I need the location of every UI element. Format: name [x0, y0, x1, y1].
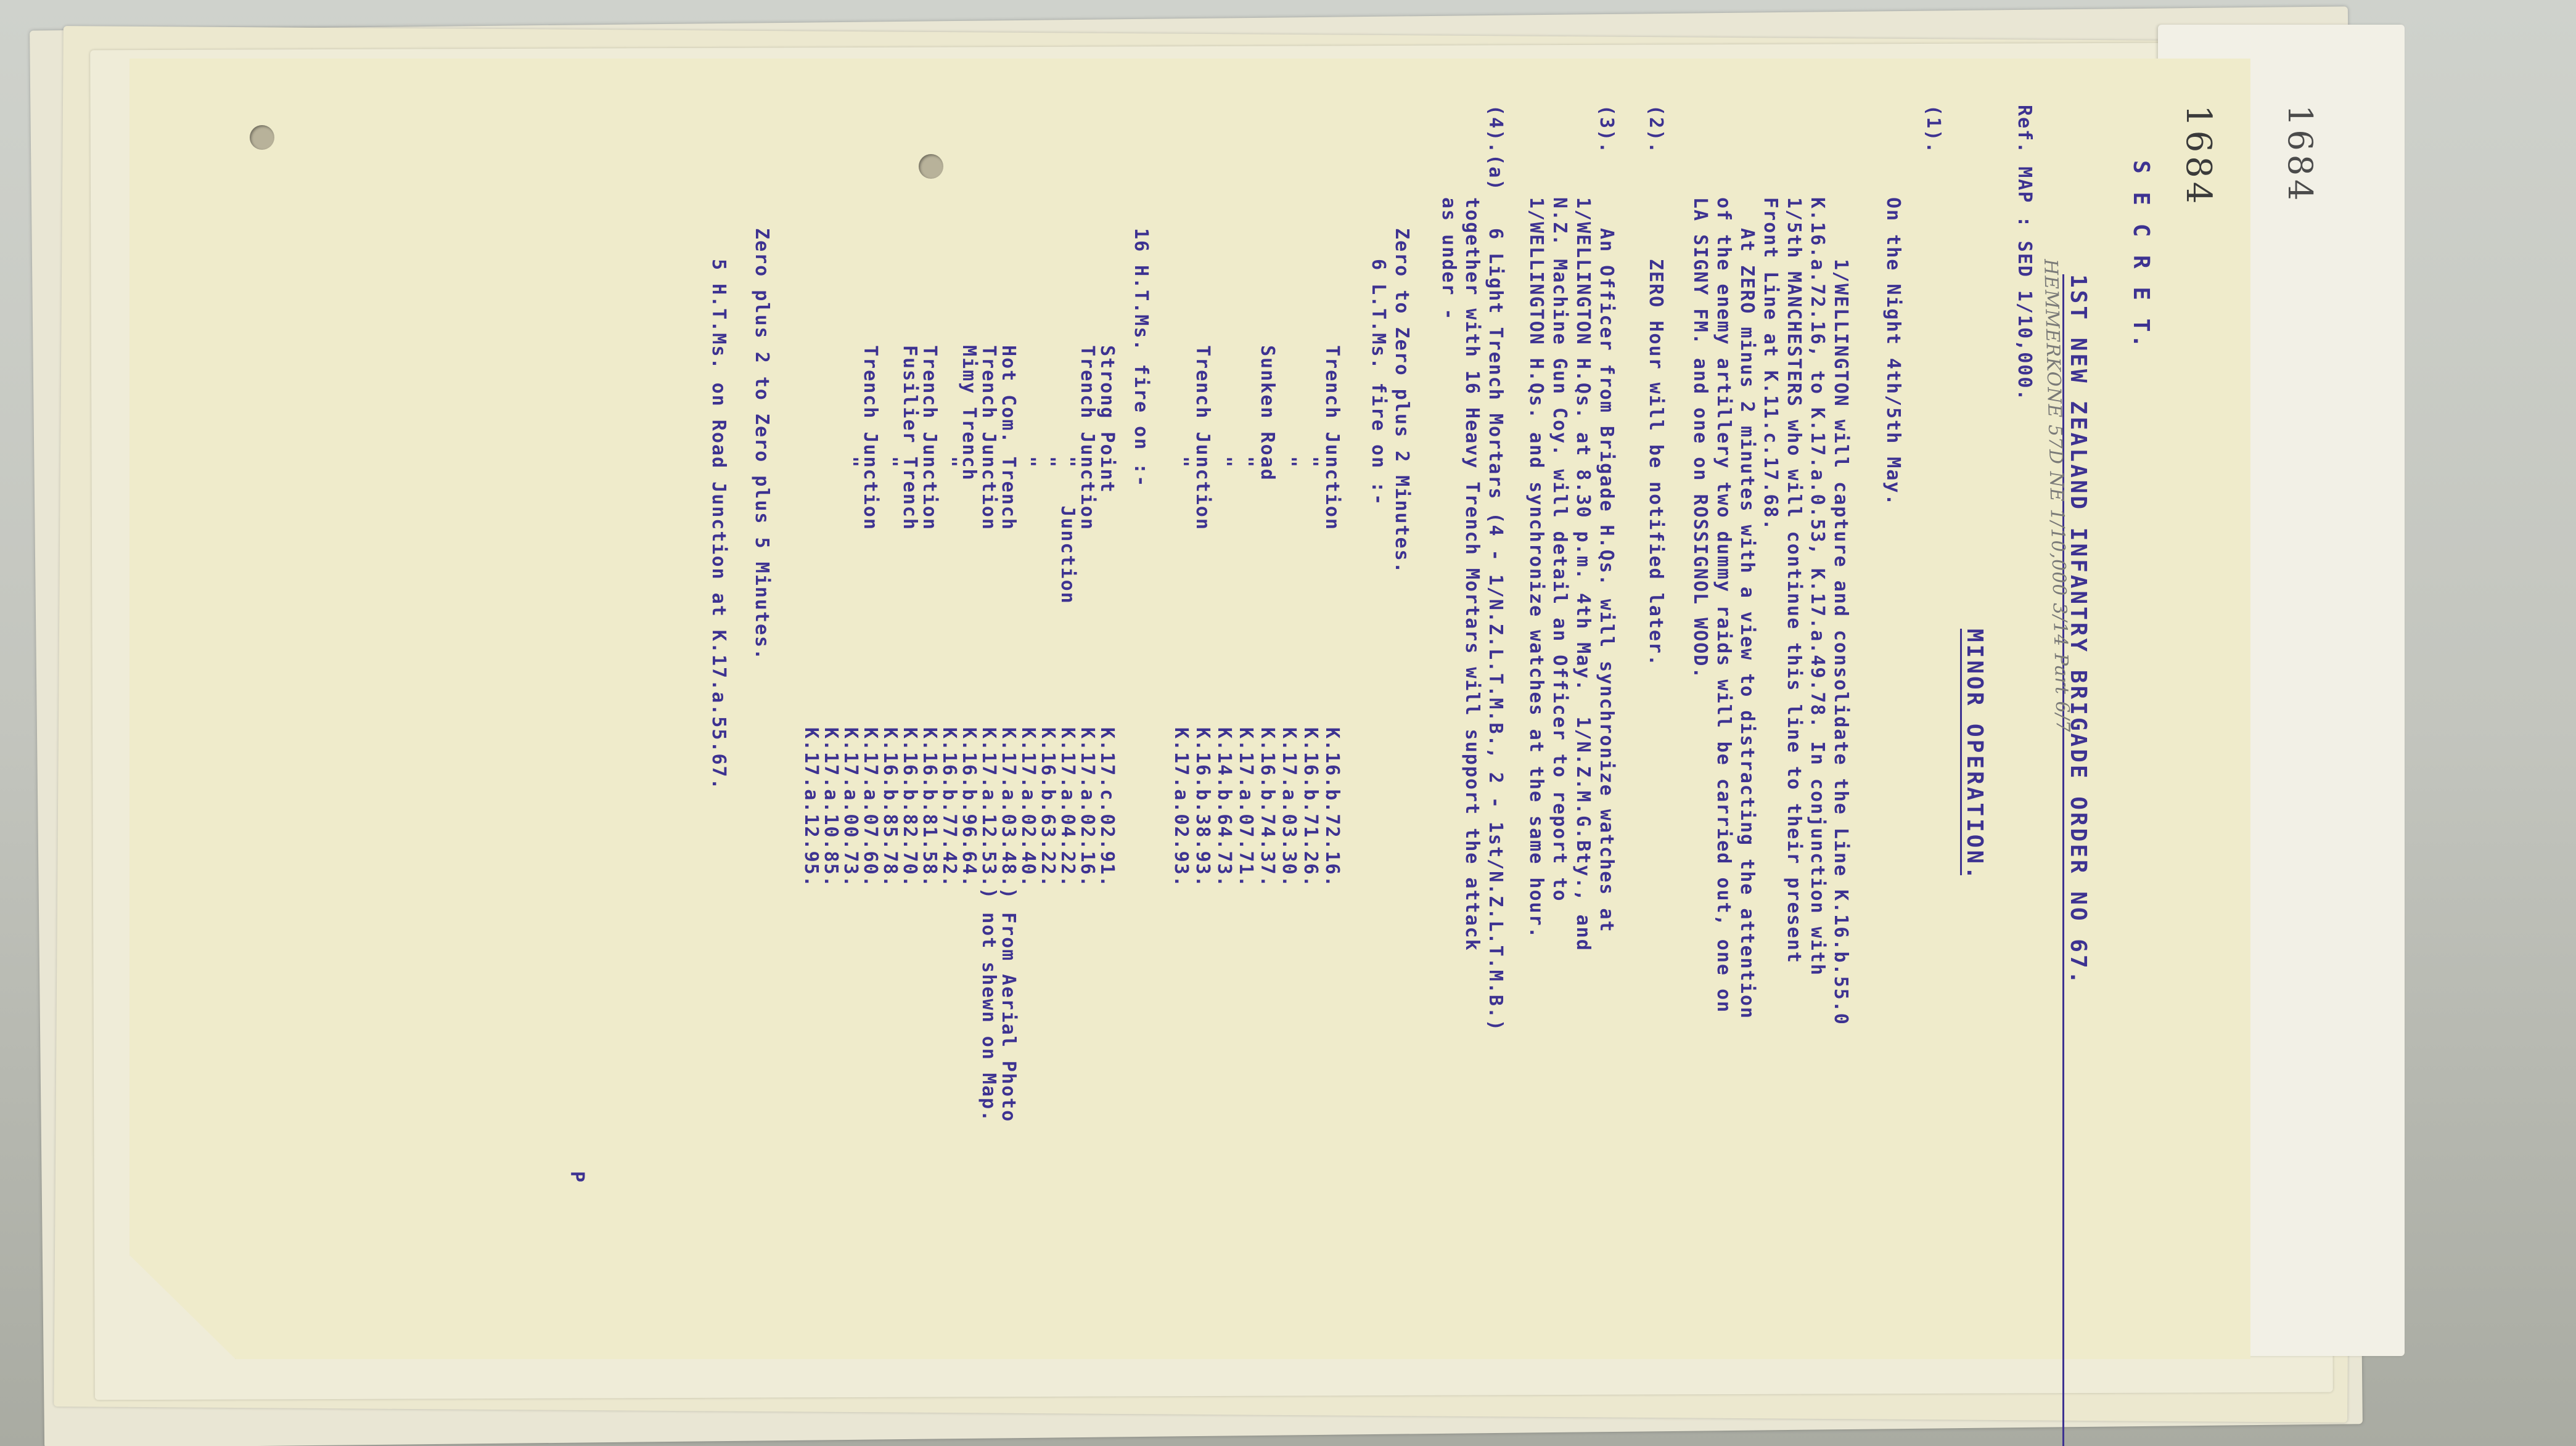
target-ref: K.17.a.03.48.	[998, 727, 1019, 888]
para-line: K.16.a.72.16, to K.17.a.0.53, K.17.a.49.78. In conjunction with	[1807, 197, 1828, 976]
para-line: On the Night 4th/5th May.	[1882, 197, 1904, 507]
footer-timing: Zero plus 2 to Zero plus 5 Minutes.	[751, 228, 773, 661]
para-number: (3).	[1596, 105, 1617, 155]
footer-target: 5 H.T.Ms. on Road Junction at K.17.a.55.67.	[708, 259, 729, 791]
target-name: Fusilier Trench	[899, 345, 921, 531]
target-ref: K.17.a.02.93.	[1170, 727, 1192, 888]
pencil-annotation: HEMMERKONE 57D NE 1/10,000 3/14 Part 6/7	[2039, 258, 2074, 733]
para-line: At ZERO minus 2 minutes with a view to distracting the attention	[1736, 228, 1758, 1019]
target-ref: K.17.a.12.95.	[800, 727, 822, 888]
target-name: Strong Point	[1096, 345, 1118, 494]
para-line: N.Z. Machine Gun Coy. will detail an Officer to report to	[1549, 197, 1570, 902]
schedule-a-title: Zero to Zero plus 2 Minutes.	[1391, 228, 1413, 574]
para-line: Front Line at K.11.c.17.68.	[1760, 197, 1781, 531]
target-name: "	[1037, 456, 1059, 469]
para-line: LA SIGNY FM. and one on ROSSIGNOL WOOD.	[1689, 197, 1711, 680]
target-ref: K.16.b.38.93.	[1192, 727, 1213, 888]
target-name: "	[938, 456, 960, 469]
target-ref: K.17.a.10.85.	[820, 727, 842, 888]
target-ref: K.17.a.12.53.	[978, 727, 999, 888]
target-name: Trench Junction	[859, 345, 881, 531]
target-name: Sunken Road	[1257, 345, 1278, 481]
target-ref: K.17.a.02.40.	[1017, 727, 1039, 888]
para-line: 1/WELLINGTON H.Qs. at 8.30 p.m. 4th May. 1/N.Z.M.G.Bty., and	[1572, 197, 1594, 952]
para-number: (2).	[1645, 105, 1667, 155]
bracket-note: ) From Aerial Photo	[998, 888, 1019, 1123]
target-name: Trench Junction	[919, 345, 940, 531]
target-name: "	[1017, 456, 1039, 469]
target-ref: K.14.b.64.73.	[1213, 727, 1235, 888]
para-line: 1/5th MANCHESTERS who will continue this line to their present	[1783, 197, 1805, 964]
map-reference: Ref. MAP : SED 1/10,000.	[2014, 105, 2035, 402]
archive-number-edge: 1684	[2281, 105, 2320, 205]
bracket-note: ) not shewn on Map.	[978, 888, 999, 1123]
target-name: "	[1235, 456, 1257, 469]
para-line: 1/WELLINGTON will capture and consolidate the Line K.16.b.55.0	[1830, 259, 1852, 1026]
target-ref: K.16.b.96.64.	[958, 727, 980, 888]
schedule-b-subtitle: 16 H.T.Ms. fire on :-	[1130, 228, 1152, 488]
target-ref: K.16.b.72.16.	[1321, 727, 1343, 888]
target-ref: K.16.b.85.78.	[879, 727, 901, 888]
schedule-a-subtitle: 6 L.T.Ms. fire on :-	[1368, 259, 1389, 507]
para-number: (4).(a)	[1485, 105, 1506, 192]
target-name: "	[1300, 456, 1321, 469]
para-line: 1/WELLINGTON H.Qs. and synchronize watches at the same hour.	[1525, 197, 1547, 939]
target-ref: K.17.c.02.91.	[1096, 727, 1118, 888]
para-line: of the enemy artillery two dummy raids will be carried out, one on	[1713, 197, 1734, 1014]
target-ref: K.17.a.00.73.	[840, 727, 861, 888]
para-number: (1).	[1922, 105, 1944, 155]
target-ref: K.16.b.71.26.	[1300, 727, 1321, 888]
target-name: Mimy Trench	[958, 345, 980, 481]
para-line: ZERO Hour will be notified later.	[1645, 259, 1667, 668]
typist-initial: P	[566, 1171, 588, 1184]
target-ref: K.16.b.81.58.	[919, 727, 940, 888]
target-name: "	[1170, 456, 1192, 469]
target-name: Trench Junction	[1192, 345, 1213, 531]
target-name: Trench Junction	[978, 345, 999, 531]
para-line: together with 16 Heavy Trench Mortars will support the attack	[1461, 197, 1483, 952]
para-line: as under -	[1438, 197, 1459, 321]
target-ref: K.16.b.74.37.	[1257, 727, 1278, 888]
target-ref: K.16.b.82.70.	[899, 727, 921, 888]
target-name: Trench Junction	[1321, 345, 1343, 531]
target-name: "	[879, 456, 901, 469]
target-name: "	[840, 456, 861, 469]
target-ref: K.17.a.03.30.	[1278, 727, 1300, 888]
target-name: "	[1278, 456, 1300, 469]
target-ref: K.17.a.04.22.	[1057, 727, 1078, 888]
target-name: " Junction	[1057, 456, 1078, 605]
target-ref: K.17.a.02.16.	[1077, 727, 1098, 888]
para-line: An Officer from Brigade H.Qs. will synchronize watches at	[1596, 228, 1617, 933]
operation-title: MINOR OPERATION.	[1962, 629, 1987, 882]
target-name: "	[1213, 456, 1235, 469]
para-line: 6 Light Trench Mortars (4 - 1/N.Z.L.T.M.B., 2 - 1st/N.Z.L.T.M.B.)	[1485, 228, 1506, 1032]
target-name: Trench Junction	[1077, 345, 1098, 531]
secret-label: S E C R E T.	[2128, 160, 2154, 351]
target-ref: K.16.b.63.22.	[1037, 727, 1059, 888]
target-ref: K.16.b.77.42.	[938, 727, 960, 888]
title-underline	[1960, 629, 1962, 875]
target-ref: K.17.a.07.60.	[859, 727, 881, 888]
archive-number: 1684	[2178, 105, 2218, 208]
order-heading: 1ST NEW ZEALAND INFANTRY BRIGADE ORDER NO 67.	[2065, 274, 2091, 987]
target-ref: K.17.a.07.71.	[1235, 727, 1257, 888]
document-text	[142, 62, 2320, 1356]
target-name: Hot Com. Trench	[998, 345, 1019, 531]
